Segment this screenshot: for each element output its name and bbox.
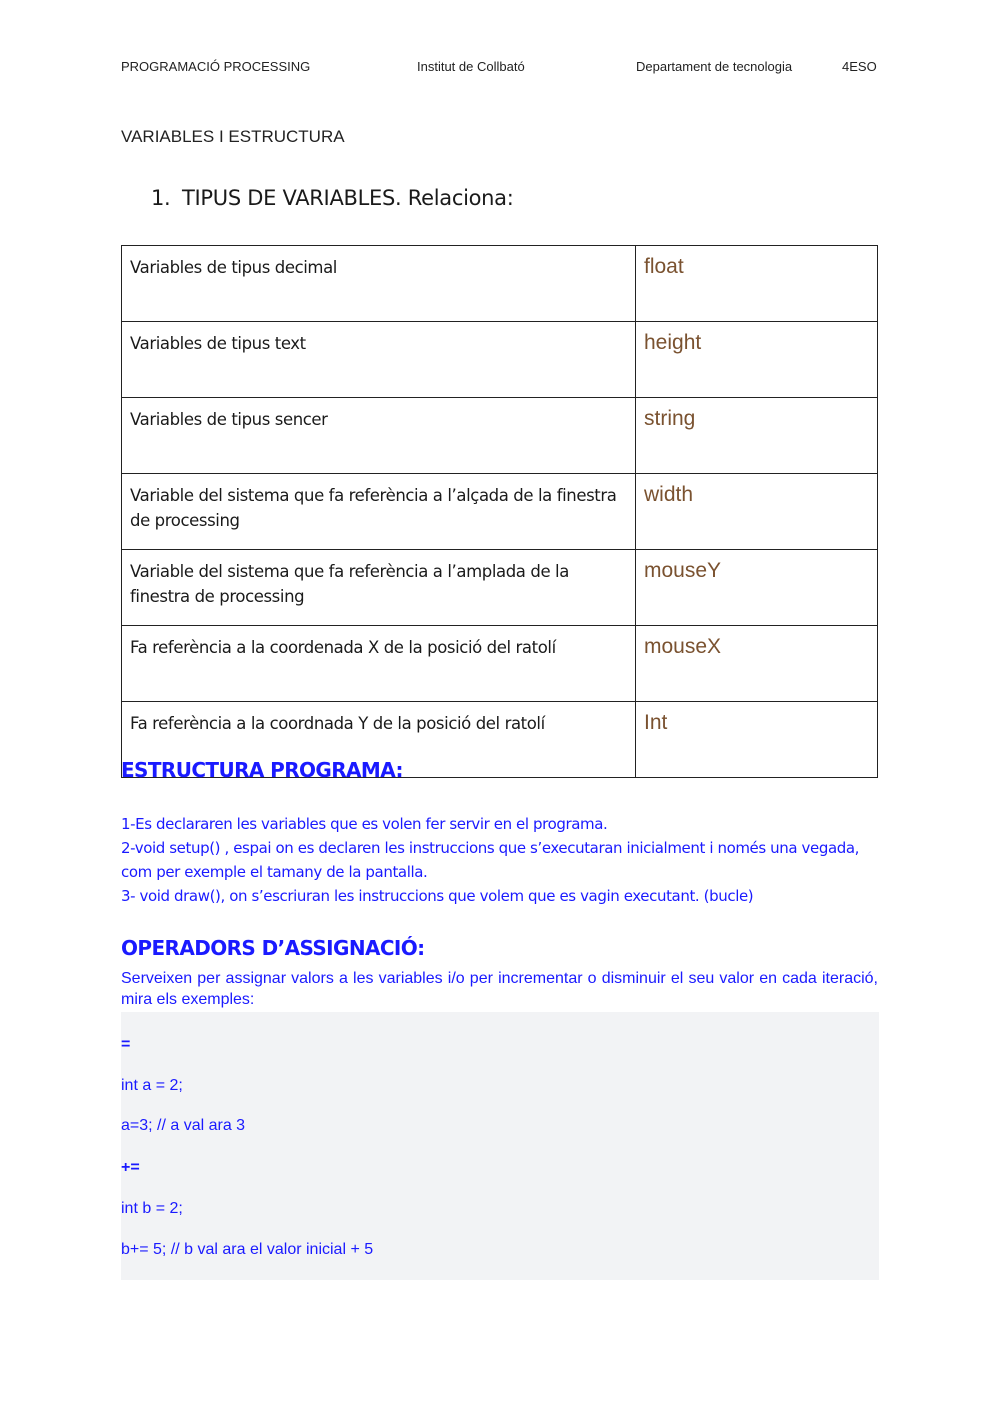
operadors-heading: OPERADORS D’ASSIGNACIÓ: [121, 936, 425, 960]
table-row [122, 398, 878, 474]
code-line: += [121, 1159, 140, 1176]
table-row [122, 322, 878, 398]
document-title: VARIABLES I ESTRUCTURA [121, 127, 345, 146]
definition-cell: Variable del sistema que fa referència a l’alçada de la finestra de processing [122, 474, 636, 550]
header-course: PROGRAMACIÓ PROCESSING [121, 59, 311, 74]
code-line: b+= 5; // b val ara el valor inicial + 5 [121, 1241, 374, 1258]
section-1-heading [151, 186, 514, 210]
answer-cell[interactable]: string [636, 398, 878, 474]
answer-cell[interactable]: float [636, 246, 878, 322]
step-item: 1-Es declararen les variables que es volen fer servir en el programa. [121, 815, 608, 833]
section-1-title: TIPUS DE VARIABLES. Relaciona: [182, 186, 514, 210]
header-school: Institut de Collbató [417, 59, 525, 74]
operadors-intro: Serveixen per assignar valors a les variables i/o per incrementar o disminuir el seu valor en cada iteració, mira els exemples: [121, 970, 878, 1008]
section-1-number: 1. [151, 186, 171, 210]
estructura-steps [121, 812, 881, 908]
definition-cell: Variable del sistema que fa referència a l’amplada de la finestra de processing [122, 550, 636, 626]
answer-cell[interactable]: mouseX [636, 626, 878, 702]
table-row [122, 474, 878, 550]
answer-cell[interactable]: width [636, 474, 878, 550]
code-line: a=3; // a val ara 3 [121, 1117, 246, 1134]
header-department: Departament de tecnologia [636, 59, 793, 74]
code-line: int b = 2; [121, 1200, 183, 1217]
definition-cell: Variables de tipus text [122, 322, 636, 398]
matching-table [121, 245, 878, 778]
step-item: 2-void setup() , espai on es declaren les instruccions que s’executaran inicialment i només una vegada, com per exemple el tamany de la pantalla. [121, 839, 860, 881]
definition-cell: Variables de tipus sencer [122, 398, 636, 474]
table-row [122, 626, 878, 702]
code-example-block [121, 1012, 879, 1280]
table-row [122, 550, 878, 626]
answer-cell[interactable]: mouseY [636, 550, 878, 626]
answer-cell[interactable]: Int [636, 702, 878, 778]
table-row [122, 246, 878, 322]
header-level: 4ESO [842, 59, 877, 74]
definition-cell: Fa referència a la coordenada X de la posició del ratolí [122, 626, 636, 702]
code-line: = [121, 1036, 131, 1053]
estructura-heading: ESTRUCTURA PROGRAMA: [121, 758, 403, 782]
definition-cell: Variables de tipus decimal [122, 246, 636, 322]
answer-cell[interactable]: height [636, 322, 878, 398]
code-line: int a = 2; [121, 1077, 183, 1094]
definition-cell: Fa referència a la coordnada Y de la posició del ratolí [122, 702, 636, 778]
step-item: 3- void draw(), on s’escriuran les instruccions que volem que es vagin executant. (bucle) [121, 887, 754, 905]
